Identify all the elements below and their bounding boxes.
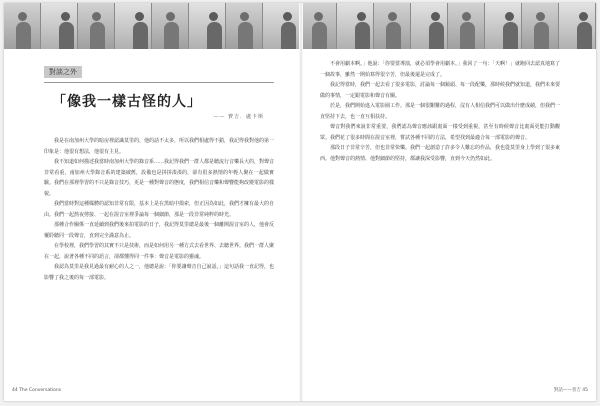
quote-title: 「像我一樣古怪的人」 bbox=[52, 94, 202, 110]
paragraph: 我不知道如何描述我當時南加州大學的錄音系……我記得我們一群人都是聽流行音樂長大的，對聲音非常看重，南加州大學錄音系的建築破舊，設備也是拼拼湊湊的，卻有很多熱情的年輕人聚在一起做實驗。我們在那裡學習的不只是錄音技巧，更是一種對聲音的態度，我們相信音樂和聲響能夠改變電影的樣貌。 bbox=[44, 159, 275, 197]
right-folio: 對話——普吉 45 bbox=[553, 388, 588, 393]
paragraph: 那段日子非常辛苦，但也非常快樂。我們一起創造了許多令人難忘的作品，我也從莫里身上學到了很多東西。他對聲音的熱情、他對細節的堅持，都讓我深受影響，直到今天仍然如此。 bbox=[320, 145, 561, 162]
photo-frame bbox=[41, 3, 78, 49]
photo-frame bbox=[78, 3, 115, 49]
paragraph: 不會用劇本啊。」他說：「你要當導演，就必須學會用劇本。」我回了一句：「天啊！」就跑回去認真地寫了一個故事，雖然一開始寫得很辛苦，但最後還是完成了。 bbox=[320, 61, 561, 78]
paragraph: 在學校裡，我們學習的其實不只是技術，而是如何用另一種方式去看世界、去聽世界。我們一群人聚在一起，說著各種不同的語言，卻都懂得同一件事：聲音是電影的靈魂。 bbox=[44, 243, 275, 260]
photo-frame bbox=[374, 3, 411, 49]
left-folio: 44 The Conversations bbox=[12, 388, 62, 393]
paragraph: 我記得當時，我們一起去看了很多電影，討論每一個鏡頭、每一段配樂，那時候我們就知道，我們未來要做的事情，一定跟電影和聲音有關。 bbox=[320, 82, 561, 99]
photo-frame bbox=[559, 3, 596, 49]
book-spread bbox=[4, 3, 596, 401]
photo-frame bbox=[337, 3, 374, 49]
paragraph: 聲音對我們來說非常重要，我們認為聲音應該跟畫面一樣受到重視，甚至有時候聲音比畫面更能打動觀眾。我們花了很多時間在混音室裡，嘗試各種不同的方法，希望找到最適合每一部電影的聲音。 bbox=[320, 124, 560, 141]
right-body-text bbox=[320, 59, 560, 164]
paragraph: 我是在南加州大學的暗房裡認識莫里的，他的話不太多，所以我們相處得不錯，我記得我對他的第一印象是：他很有想法，他很有主見。 bbox=[44, 138, 275, 155]
paragraph: 於是，我們開始進入電影圈工作。那是一個很艱難的過程，沒有人相信我們可以做出什麼成績，但我們一直堅持下去，也一直互相扶持。 bbox=[320, 103, 561, 120]
section-tag: 對談之外 bbox=[44, 66, 82, 78]
paragraph: 我們當時對這種媒體的認知非常有限，基本上是在黑暗中摸索，但正因為如此，我們才擁有最大的自由。我們一起熬夜剪接、一起在混音室裡爭論每一個細節，那是一段非常純粹的時光。 bbox=[44, 201, 275, 218]
photo-frame bbox=[189, 3, 226, 49]
left-body-text bbox=[44, 136, 274, 283]
photo-frame bbox=[226, 3, 263, 49]
section-rule bbox=[44, 82, 274, 83]
photo-frame bbox=[522, 3, 559, 49]
photo-frame bbox=[4, 3, 41, 49]
page-gutter bbox=[299, 3, 303, 401]
quote-attribution: —— 費吉．盧卡斯 bbox=[213, 114, 264, 120]
photo-frame bbox=[448, 3, 485, 49]
photo-frame bbox=[263, 3, 300, 49]
paragraph: 那種合作關係一直延續到我們後來拍電影的日子，我記得莫里總是最後一個離開混音室的人，他會反覆聆聽同一段聲音，直到完全滿意為止。 bbox=[44, 222, 275, 239]
photo-frame bbox=[300, 3, 337, 49]
photo-frame bbox=[411, 3, 448, 49]
left-page bbox=[44, 59, 274, 283]
paragraph: 我認為莫里是我見過最有耐心的人之一，他總是說：「你要讓聲音自己說話。」這句話我一直記得，也影響了我之後的每一部電影。 bbox=[44, 264, 275, 281]
photo-frame bbox=[152, 3, 189, 49]
photo-frame bbox=[115, 3, 152, 49]
right-page bbox=[320, 59, 560, 164]
photo-frame bbox=[485, 3, 522, 49]
